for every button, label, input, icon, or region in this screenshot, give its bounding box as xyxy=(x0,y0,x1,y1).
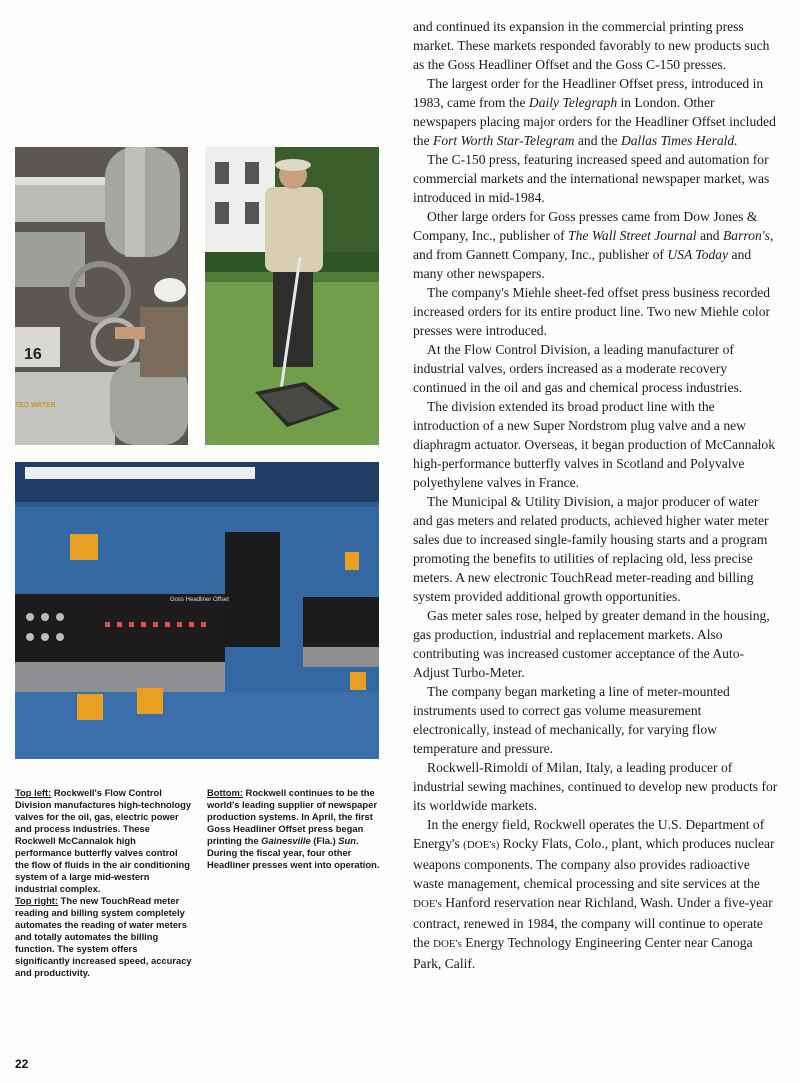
paragraph xyxy=(413,207,779,283)
paragraph: The division extended its broad product line with the introduction of a new Super Nordstrom plug valve and a new diaphragm actuator. Overseas, it began production of McCannalok high-performance butterfly valves in Scotland and Polyvalve polyethylene valves in France. xyxy=(413,399,776,490)
text-run: and xyxy=(696,228,723,243)
text-run: and the xyxy=(574,133,621,148)
goss-press-photo xyxy=(15,462,379,759)
paragraph: The company began marketing a line of meter-mounted instruments used to correct gas volume measurement electronically, instead of mechanically, for varying flow temperature and pressure. xyxy=(413,684,730,756)
caption-text-bottom-c: . During the fiscal year, four other Headliner presses went into operation. xyxy=(207,835,380,870)
text-run: and many other newspapers. xyxy=(413,247,752,281)
valves-photo xyxy=(15,147,188,445)
caption-text-top-left: Rockwell's Flow Control Division manufactures high-technology valves for the oil, gas, electric power and process industries. These Rockwell McCannalok high performance butterfly valves control the flow of fluids in the air conditioning system of a large mid-western industrial complex. xyxy=(15,787,192,894)
text-run: and from Gannett Company, Inc., publisher of xyxy=(413,247,668,262)
text-run: Energy Technology Engineering Center near Canoga Park, Calif. xyxy=(413,935,753,971)
pipe-label: TED WATER xyxy=(15,402,56,409)
valve-number-label: 16 xyxy=(24,346,42,363)
page-number: 22 xyxy=(15,1057,29,1071)
caption-lead-top-left: Top left: xyxy=(15,787,52,798)
abbrev: DOE's xyxy=(433,938,462,950)
text-run: The largest order for the Headliner Offset press, introduced in 1983, came from the xyxy=(413,76,764,110)
paragraph: Gas meter sales rose, helped by greater demand in the housing, gas production, industrial and replacement markets. Also contributing was increased customer acceptance of the Auto-Adjust Turbo-Meter. xyxy=(413,608,770,680)
paragraph: Rockwell-Rimoldi of Milan, Italy, a leading producer of industrial sewing machines, continued to develop new products for its worldwide markets. xyxy=(413,760,778,813)
caption-text-top-right: The new TouchRead meter reading and billing system completely automates the reading of water meters and totally automates the billing function. The system offers significantly increased speed, accuracy and productivity. xyxy=(15,895,192,978)
caption-italic-gainesville: Gainesville xyxy=(261,835,311,846)
paragraph: The Municipal & Utility Division, a major producer of water and gas meters and related products, achieved higher water meter sales due to increased single-family housing starts and a program promoting the benefits to utilities of replacing old, less precise meters. A new electronic TouchRead meter-reading and billing system provided additional growth opportunities. xyxy=(413,494,769,604)
paragraph: The C-150 press, featuring increased speed and automation for commercial markets and the international newspaper market, was introduced in mid-1984. xyxy=(413,152,770,205)
publication-name: Dallas Times Herald. xyxy=(620,133,738,148)
caption-right xyxy=(207,787,383,871)
caption-text-bottom-b: (Fla.) xyxy=(310,835,339,846)
publication-name: Daily Telegraph xyxy=(528,95,618,110)
publication-name: Barron's, xyxy=(723,228,774,243)
text-run: Rocky Flats, Colo., plant, which produces nuclear weapons components. The company also provides radioactive waste management, chemical processing and site services at the xyxy=(413,836,775,891)
caption-left xyxy=(15,787,193,979)
caption-lead-bottom: Bottom: xyxy=(207,787,243,798)
text-run: in London. Other newspapers placing major orders for the Headliner Offset included the xyxy=(413,95,776,148)
publication-name: Fort Worth Star-Telegram xyxy=(433,133,575,148)
paragraph: The company's Miehle sheet-fed offset press business recorded increased orders for its entire product line. Two new Miehle color presses were introduced. xyxy=(413,285,771,338)
body-text-column xyxy=(413,17,779,973)
text-run: Other large orders for Goss presses came from Dow Jones & Company, Inc., publisher of xyxy=(413,209,758,243)
text-run: Hanford reservation near Richland, Wash. Under a five-year contract, renewed in 1984, the company will continue to operate the xyxy=(413,895,773,950)
paragraph xyxy=(413,815,779,973)
press-brand-label: Goss Headliner Offset xyxy=(170,597,229,603)
paragraph xyxy=(413,74,779,150)
publication-name: The Wall Street Journal xyxy=(568,228,697,243)
caption-italic-sun: Sun xyxy=(338,835,357,846)
paragraph: At the Flow Control Division, a leading manufacturer of industrial valves, orders increased as a moderate recovery continued in the oil and gas and chemical process industries. xyxy=(413,342,743,395)
text-run: In the energy field, Rockwell operates the U.S. Department of Energy's xyxy=(413,817,765,851)
publication-name: USA Today xyxy=(667,247,729,262)
meter-reader-photo xyxy=(205,147,379,445)
caption-text-bottom-a: Rockwell continues to be the world's leading supplier of newspaper production systems. In April, the first Goss Headliner Offset press began printing the xyxy=(207,787,377,846)
abbrev: DOE's xyxy=(413,898,442,910)
caption-lead-top-right: Top right: xyxy=(15,895,59,906)
paragraph: and continued its expansion in the commercial printing press market. These markets responded favorably to new products such as the Goss Headliner Offset and the Goss C-150 presses. xyxy=(413,19,770,72)
abbrev: (DOE's) xyxy=(463,839,500,851)
